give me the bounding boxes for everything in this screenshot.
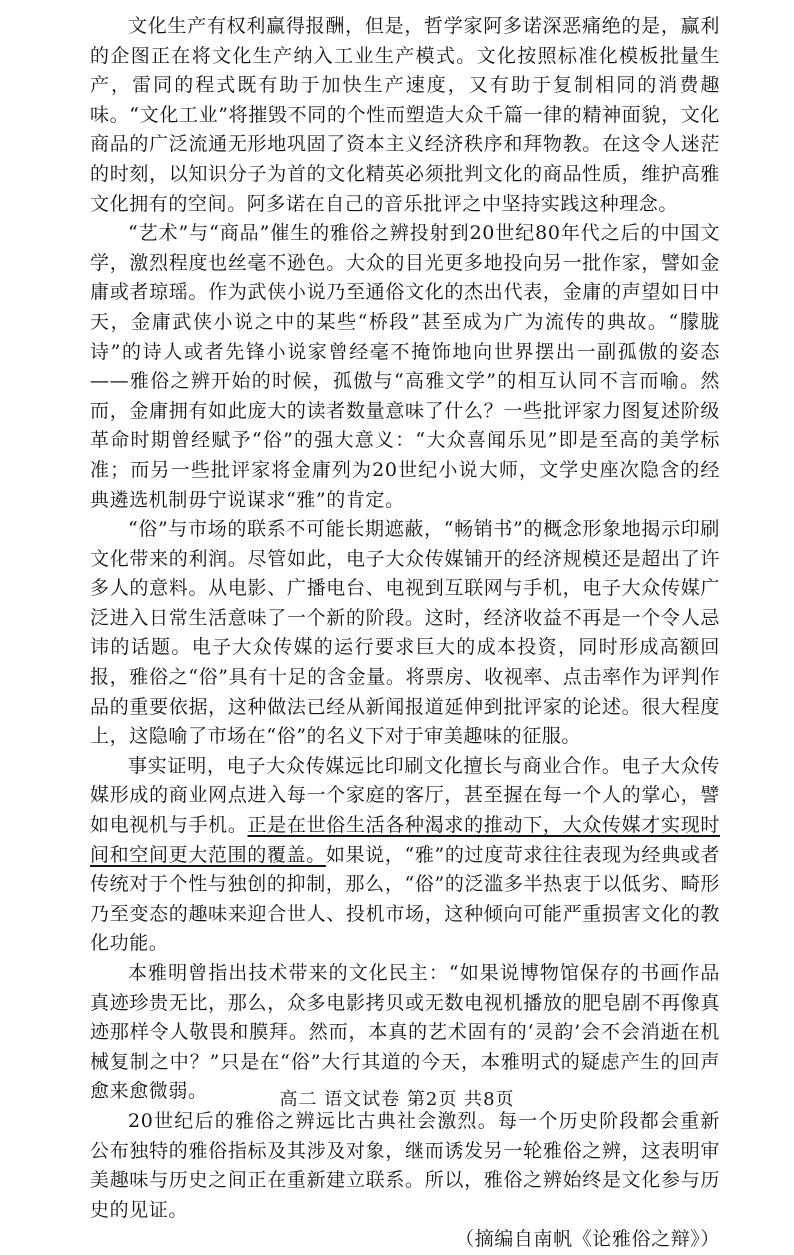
paragraph-text: 本雅明曾指出技术带来的文化民主：“如果说博物馆保存的书画作品真迹珍贵无比，那么，众多电影拷贝或无数电视机播放的肥皂剧不再像真迹那样令人敬畏和膜拜。然而，本真的艺术固有的‘灵韵’会不会消逝在机械复制之中？”只是在“俗”大行其道的今天，本雅明式的疑虑产生的回声愈来愈微弱。 <box>90 962 720 1103</box>
paragraph-text: “俗”与市场的联系不可能长期遮蔽，“畅销书”的概念形象地揭示印刷文化带来的利润。尽管如此，电子大众传媒铺开的经济规模还是超出了许多人的意料。从电影、广播电台、电视到互联网与手机，电子大众传媒广泛进入日常生活意味了一个新的阶段。这时，经济收益不再是一个令人忌讳的话题。电子大众传媒的运行要求巨大的成本投资，同时形成高额回报，雅俗之“俗”具有十足的含金量。将票房、收视率、点击率作为评判作品的重要依据，这种做法已经从新闻报道延伸到批评家的论述。很大程度上，这隐喻了市场在“俗”的名义下对于审美趣味的征服。 <box>90 518 720 748</box>
article-paragraph-1 <box>90 12 720 219</box>
article-body <box>90 12 720 1255</box>
paragraph-text: 20世纪后的雅俗之辨远比古典社会激烈。每一个历史阶段都会重新公布独特的雅俗指标及其涉及对象，继而诱发另一轮雅俗之辨，这表明审美趣味与历史之间正在重新建立联系。所以，雅俗之辨始终是文化参与历史的见证。 <box>90 1109 720 1221</box>
article-paragraph-4 <box>90 752 720 959</box>
underlined-sentence: 正是在世俗生活各种渴求的推动下，大众传媒才实现时间和空间更大范围的覆盖。 <box>90 814 720 866</box>
article-paragraph-6 <box>90 1107 720 1225</box>
paragraph-text: 如果说，“雅”的过度苛求往往表现为经典或者传统对于个性与独创的抑制，那么，“俗”的泛滥多半热衷于以低劣、畸形乃至变态的趣味来迎合世人、投机市场，这种倾向可能严重损害文化的教化功能。 <box>90 843 721 955</box>
paragraph-text: 事实证明，电子大众传媒远比印刷文化擅长与商业合作。电子大众传媒形成的商业网点进入每一个家庭的客厅，甚至握在每一个人的掌心，譬如电视机与手机。 <box>90 754 720 837</box>
paragraph-text: “艺术”与“商品”催生的雅俗之辨投射到20世纪80年代之后的中国文学，激烈程度也丝毫不逊色。大众的目光更多地投向另一批作家，譬如金庸或者琼瑶。作为武侠小说乃至通俗文化的杰出代表，金庸的声望如日中天，金庸武侠小说之中的某些“桥段”甚至成为广为流传的典故。“朦胧诗”的诗人或者先锋小说家曾经毫不掩饰地向世界摆出一副孤傲的姿态——雅俗之辨开始的时候，孤傲与“高雅文学”的相互认同不言而喻。然而，金庸拥有如此庞大的读者数量意味了什么？一些批评家力图复述阶级革命时期曾经赋予“俗”的强大意义：“大众喜闻乐见”即是至高的美学标准；而另一些批评家将金庸列为20世纪小说大师，文学史座次隐含的经典遴选机制毋宁说谋求“雅”的肯定。 <box>90 222 720 511</box>
article-source-citation: （摘编自南帆《论雅俗之辩》） <box>455 1228 720 1251</box>
article-paragraph-3 <box>90 515 720 752</box>
article-paragraph-2 <box>90 219 720 515</box>
paragraph-text: 文化生产有权利赢得报酬，但是，哲学家阿多诺深恶痛绝的是，赢利的企图正在将文化生产纳入工业生产模式。文化按照标准化模板批量生产，雷同的程式既有助于加快生产速度，又有助于复制相同的消费趣味。“文化工业”将摧毁不同的个性而塑造大众千篇一律的精神面貌，文化商品的广泛流通无形地巩固了资本主义经济秩序和拜物教。在这令人迷茫的时刻，以知识分子为首的文化精英必须批判文化的商品性质，维护高雅文化拥有的空间。阿多诺在自己的音乐批评之中坚持实践这种理念。 <box>90 15 720 215</box>
page-footer: 高二 语文试卷 第2页 共8页 <box>279 1089 515 1110</box>
